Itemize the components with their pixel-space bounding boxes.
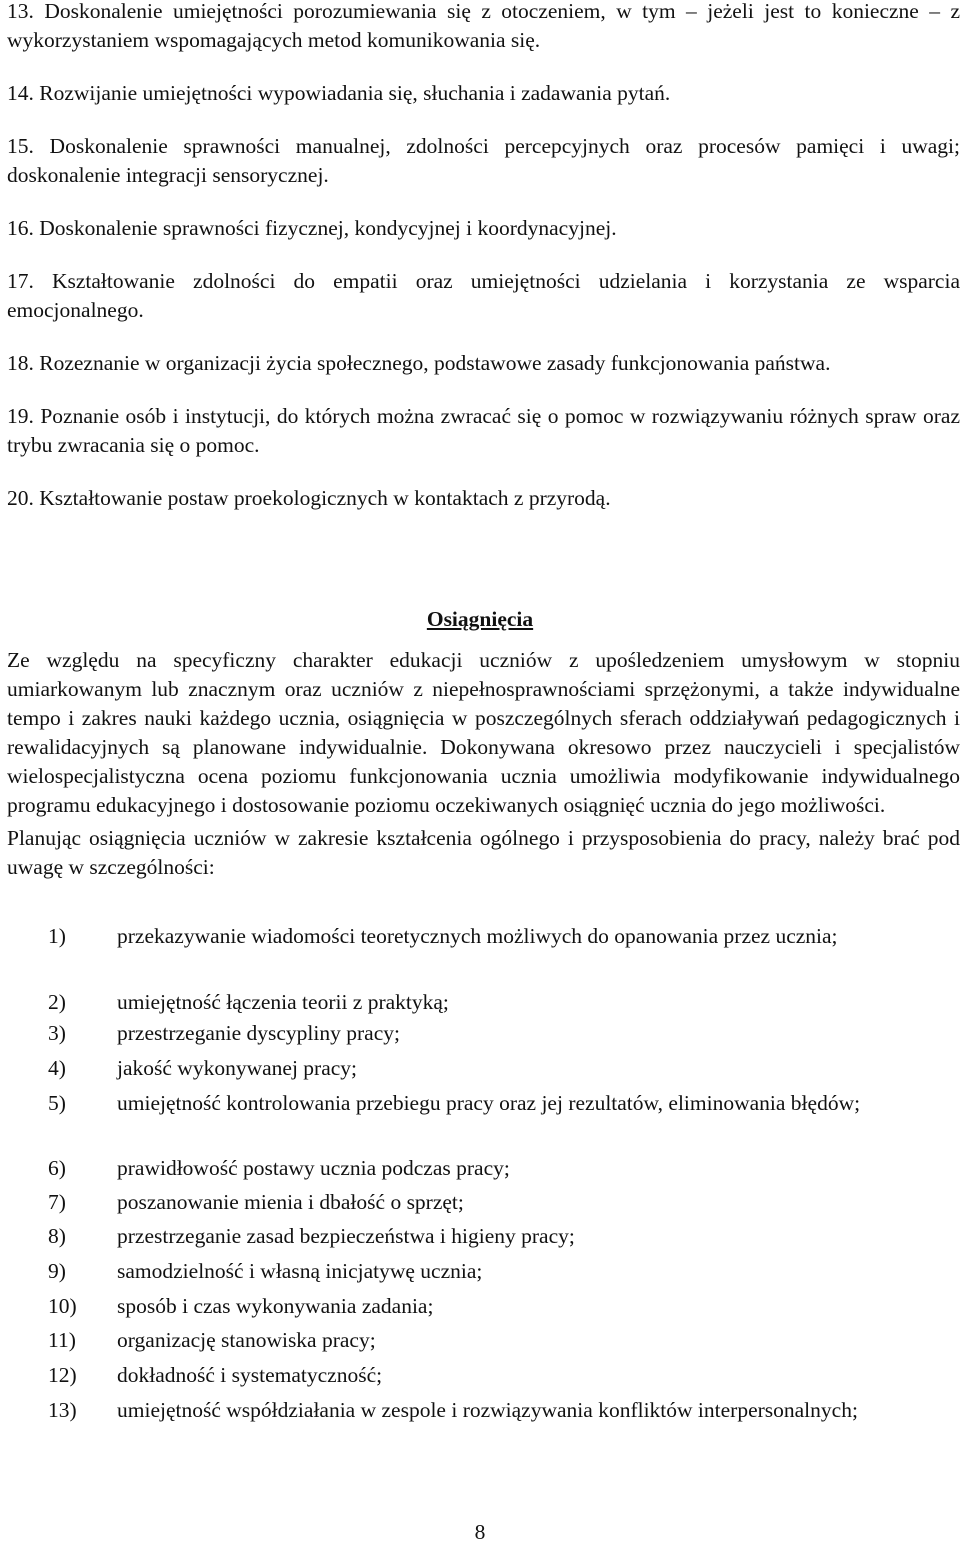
- point-number: 13.: [7, 0, 34, 23]
- point-text: Poznanie osób i instytucji, do których można zwracać się o pomoc w rozwiązywaniu różnych spraw oraz trybu zwracania się o pomoc.: [7, 404, 960, 457]
- point-number: 18.: [7, 351, 34, 375]
- point-text: Doskonalenie sprawności manualnej, zdolności percepcyjnych oraz procesów pamięci i uwagi; doskonalenie integracji sensorycznej.: [7, 134, 960, 187]
- list-item-text: jakość wykonywanej pracy;: [117, 1056, 358, 1080]
- point-17: [7, 267, 960, 325]
- list-item-number: 1): [48, 924, 66, 948]
- list-item-text: umiejętność łączenia teorii z praktyką;: [117, 990, 449, 1014]
- point-number: 14.: [7, 81, 34, 105]
- point-16: [7, 214, 960, 243]
- list-item-text: przestrzeganie zasad bezpieczeństwa i higieny pracy;: [117, 1224, 575, 1248]
- list-item: [0, 1019, 960, 1054]
- list-item-text: poszanowanie mienia i dbałość o sprzęt;: [117, 1190, 464, 1214]
- point-text: Doskonalenie sprawności fizycznej, kondycyjnej i koordynacyjnej.: [39, 216, 617, 240]
- paragraph: Planując osiągnięcia uczniów w zakresie kształcenia ogólnego i przysposobienia do pracy, należy brać pod uwagę w szczególności:: [7, 826, 960, 879]
- list-item-number: 8): [48, 1224, 66, 1248]
- list-item: [0, 1222, 960, 1257]
- list-item-number: 10): [48, 1294, 77, 1318]
- list-item-number: 3): [48, 1021, 66, 1045]
- list-item-text: przekazywanie wiadomości teoretycznych możliwych do opanowania przez ucznia;: [117, 924, 838, 948]
- point-number: 16.: [7, 216, 34, 240]
- point-15: [7, 132, 960, 190]
- point-text: Rozeznanie w organizacji życia społecznego, podstawowe zasady funkcjonowania państwa.: [39, 351, 831, 375]
- list-item-number: 2): [48, 990, 66, 1014]
- point-19: [7, 402, 960, 460]
- list-item: [0, 922, 960, 984]
- point-number: 19.: [7, 404, 34, 428]
- list-item-text: przestrzeganie dyscypliny pracy;: [117, 1021, 400, 1045]
- list-item: [0, 1396, 960, 1425]
- list-item-text: umiejętność kontrolowania przebiegu pracy oraz jej rezultatów, eliminowania błędów;: [117, 1091, 861, 1115]
- point-14: [7, 79, 960, 108]
- page-number: 8: [474, 1520, 486, 1544]
- list-item: [0, 1089, 960, 1154]
- list-item-number: 6): [48, 1156, 66, 1180]
- criteria-list: [0, 922, 960, 1425]
- point-18: [7, 349, 960, 378]
- list-item: [0, 1257, 960, 1292]
- list-item-text: samodzielność i własną inicjatywę ucznia;: [117, 1259, 483, 1283]
- list-item-number: 7): [48, 1190, 66, 1214]
- point-20: [7, 484, 960, 513]
- list-item-number: 13): [48, 1398, 77, 1422]
- list-item-text: organizację stanowiska pracy;: [117, 1328, 376, 1352]
- point-number: 17.: [7, 269, 34, 293]
- list-item: [0, 1326, 960, 1361]
- list-item: [0, 1054, 960, 1089]
- point-13: [7, 0, 960, 55]
- list-item-text: prawidłowość postawy ucznia podczas pracy;: [117, 1156, 510, 1180]
- list-item-number: 9): [48, 1259, 66, 1283]
- list-item: [0, 1361, 960, 1396]
- point-number: 20.: [7, 486, 34, 510]
- list-item-number: 11): [48, 1328, 76, 1352]
- list-item: [0, 1188, 960, 1222]
- list-item-text: umiejętność współdziałania w zespole i rozwiązywania konfliktów interpersonalnych;: [117, 1398, 858, 1422]
- point-text: Doskonalenie umiejętności porozumiewania się z otoczeniem, w tym – jeżeli jest to konieczne – z wykorzystaniem wspomagających metod komunikowania się.: [7, 0, 960, 52]
- section-heading: Osiągnięcia: [426, 607, 534, 631]
- section-body: [7, 646, 960, 882]
- list-item-number: 4): [48, 1056, 66, 1080]
- list-item: [0, 1154, 960, 1188]
- list-item: [0, 1292, 960, 1326]
- point-text: Kształtowanie postaw proekologicznych w kontaktach z przyrodą.: [39, 486, 611, 510]
- list-item-text: sposób i czas wykonywania zadania;: [117, 1294, 434, 1318]
- list-item-number: 5): [48, 1091, 66, 1115]
- list-item: [0, 988, 960, 1019]
- paragraph: Ze względu na specyficzny charakter edukacji uczniów z upośledzeniem umysłowym w stopniu umiarkowanym lub znacznym oraz uczniów z niepełnosprawnościami sprzężonymi, a także indywidualne tempo i zakres nauki każdego ucznia, osiągnięcia w poszczególnych sferach oddziaływań pedagogicznych i rewalidacyjnych są planowane indywidualnie. Dokonywana okresowo przez nauczycieli i specjalistów wielospecjalistyczna ocena poziomu funkcjonowania ucznia umożliwia modyfikowanie indywidualnego programu edukacyjnego i dostosowanie poziomu oczekiwanych osiągnięć ucznia do jego możliwości.: [7, 648, 960, 817]
- numbered-points: [7, 0, 960, 513]
- point-number: 15.: [7, 134, 34, 158]
- point-text: Rozwijanie umiejętności wypowiadania się, słuchania i zadawania pytań.: [39, 81, 671, 105]
- list-item-text: dokładność i systematyczność;: [117, 1363, 383, 1387]
- point-text: Kształtowanie zdolności do empatii oraz umiejętności udzielania i korzystania ze wsparcia emocjonalnego.: [7, 269, 960, 322]
- list-item-number: 12): [48, 1363, 77, 1387]
